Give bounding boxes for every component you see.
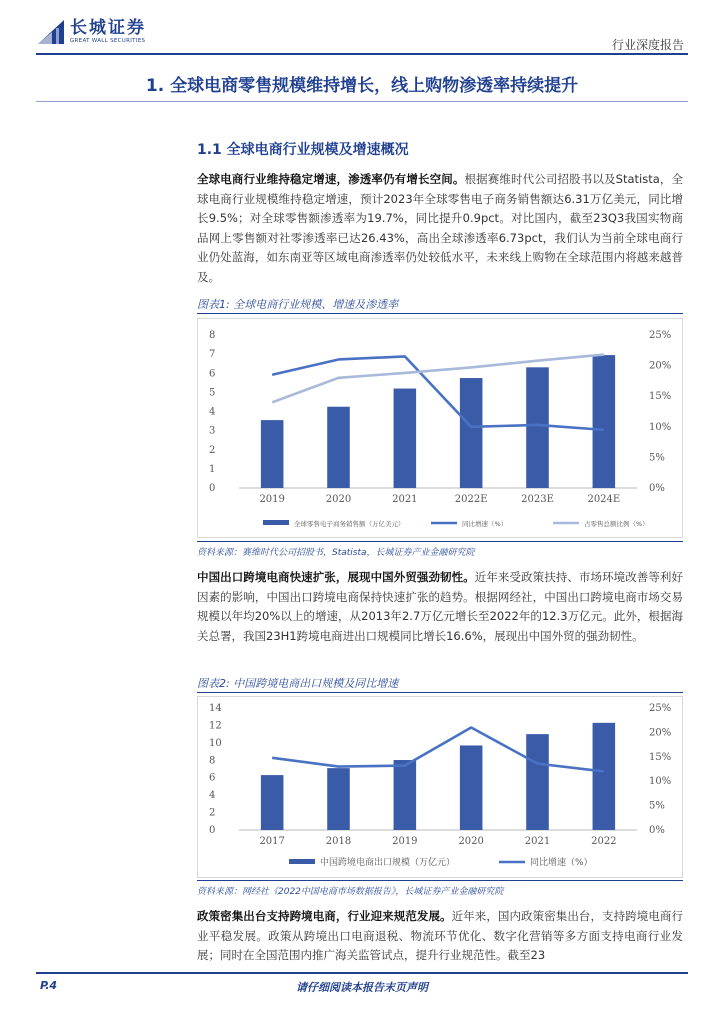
- y-right-tick-label: 25%: [649, 703, 672, 714]
- x-tick-label: 2021: [392, 494, 418, 505]
- footer-divider: [36, 972, 688, 974]
- x-tick-label: 2023E: [521, 494, 554, 505]
- paragraph-cross-border-export: [197, 568, 683, 646]
- y-right-tick-label: 20%: [649, 727, 672, 739]
- y-left-tick-label: 14: [209, 703, 222, 714]
- y-left-tick-label: 4: [209, 406, 216, 418]
- y-left-tick-label: 8: [209, 755, 216, 767]
- section-title: 1. 全球电商零售规模维持增长，线上购物渗透率持续提升: [36, 71, 688, 102]
- chart-bar: [526, 734, 549, 830]
- paragraph-body: 近年来受政策扶持、市场环境改善等利好因素的影响，中国出口跨境电商保持快速扩张的趋势。根据网经社，中国出口跨境电商市场交易规模以年均20%以上的增速，从2013年2.7万亿元增长至2022年的12.3万亿元。此外，根据海关总署，我国23H1跨境电商进出口规模同比增长16.6%，展现出中国外贸的强劲韧性。: [197, 570, 684, 643]
- subsection-title: 1.1 全球电商行业规模及增速概况: [197, 142, 409, 158]
- y-left-tick-label: 1: [209, 463, 216, 475]
- y-left-tick-label: 0: [209, 825, 216, 836]
- legend-label: 占零售总额比例（%）: [584, 520, 649, 528]
- paragraph-body: 近年来，国内政策密集出台，支持跨境电商行业平稳发展。政策从跨境出口电商退税、物流环节优化、数字化营销等多方面支持电商行业发展；同时在全国范围内推广海关监管试点，提升行业规范性。截至23: [197, 909, 683, 962]
- x-tick-label: 2020: [325, 494, 352, 505]
- figure1-bottom-rule: [197, 541, 683, 542]
- x-tick-label: 2019: [392, 836, 418, 847]
- y-right-tick-label: 20%: [649, 360, 672, 372]
- legend-label: 全球零售电子商务销售额（万亿美元）: [294, 520, 405, 528]
- figure1-title: 图表1: 全球电商行业规模、增速及渗透率: [197, 298, 399, 311]
- y-left-tick-label: 4: [209, 790, 216, 802]
- y-right-tick-label: 10%: [649, 776, 672, 788]
- y-right-tick-label: 0%: [649, 825, 665, 836]
- company-logo: [36, 18, 146, 46]
- chart-bar: [460, 378, 483, 488]
- y-left-tick-label: 5: [209, 387, 216, 399]
- y-right-tick-label: 15%: [649, 391, 672, 403]
- figure2-top-rule: [197, 692, 683, 693]
- x-tick-label: 2022: [591, 836, 617, 847]
- y-left-tick-label: 12: [209, 720, 222, 732]
- figure2-bottom-rule: [197, 880, 683, 881]
- x-tick-label: 2020: [458, 836, 484, 847]
- y-right-tick-label: 5%: [649, 452, 665, 464]
- logo-chinese-name: 长城证券: [70, 18, 146, 38]
- y-left-tick-label: 10: [209, 737, 222, 749]
- paragraph-policy-support: [197, 907, 683, 966]
- logo-english-name: GREAT WALL SECURITIES: [70, 38, 146, 44]
- series-line: [272, 356, 604, 429]
- paragraph-lead: 政策密集出台支持跨境电商，行业迎来规范发展。: [197, 909, 452, 923]
- x-tick-label: 2024E: [587, 494, 621, 505]
- x-tick-label: 2021: [524, 836, 551, 847]
- x-tick-label: 2017: [259, 836, 285, 847]
- y-right-tick-label: 5%: [649, 800, 665, 812]
- legend-swatch-bar: [289, 859, 315, 864]
- y-right-tick-label: 10%: [649, 421, 672, 433]
- figure2-source: 资料来源：网经社《2022中国电商市场数据报告》，长城证券产业金融研究院: [197, 887, 504, 897]
- chart-bar: [394, 389, 417, 488]
- y-left-tick-label: 8: [209, 330, 216, 341]
- chart-bar: [327, 407, 350, 488]
- y-left-tick-label: 7: [209, 349, 216, 361]
- x-tick-label: 2019: [259, 494, 285, 505]
- y-left-tick-label: 6: [209, 772, 216, 784]
- figure1-top-rule: [197, 313, 683, 314]
- legend-label: 同比增速（%）: [530, 858, 593, 868]
- page-header: [0, 0, 724, 50]
- y-right-tick-label: 15%: [649, 751, 672, 763]
- figure2-title: 图表2: 中国跨境电商出口规模及同比增速: [197, 677, 399, 690]
- x-tick-label: 2022E: [454, 494, 488, 505]
- footer-disclaimer: 请仔细阅读本报告末页声明: [296, 981, 428, 994]
- y-left-tick-label: 2: [209, 807, 216, 819]
- chart-bar: [593, 355, 616, 488]
- page-number: P.4: [40, 979, 58, 992]
- legend-label: 同比增速（%）: [462, 520, 508, 528]
- chart-bar: [593, 723, 616, 830]
- paragraph-lead: 全球电商行业维持稳定增速，渗透率仍有增长空间。: [197, 172, 465, 186]
- figure1-source: 资料来源：赛维时代公司招股书，Statista，长城证券产业金融研究院: [197, 548, 475, 558]
- paragraph-lead: 中国出口跨境电商快速扩张，展现中国外贸强劲韧性。: [197, 570, 475, 584]
- legend-swatch-bar: [263, 520, 289, 525]
- logo-mark-icon: [36, 18, 66, 46]
- chart-bar: [261, 775, 284, 830]
- y-left-tick-label: 2: [209, 444, 216, 456]
- chart-bar: [394, 760, 417, 830]
- series-line: [272, 728, 604, 772]
- series-line: [272, 355, 604, 403]
- chart-bar: [526, 367, 549, 488]
- x-tick-label: 2018: [325, 836, 352, 847]
- report-type-label: 行业深度报告: [611, 38, 684, 52]
- y-right-tick-label: 0%: [649, 483, 665, 494]
- y-left-tick-label: 0: [209, 483, 216, 494]
- chart-bar: [327, 768, 350, 830]
- figure1-chart: [197, 318, 683, 538]
- legend-label: 中国跨境电商出口规模（万亿元）: [320, 858, 456, 868]
- y-left-tick-label: 3: [209, 425, 216, 437]
- paragraph-global-ecommerce: [197, 170, 683, 287]
- chart-bar: [460, 745, 483, 830]
- header-divider: [36, 53, 688, 55]
- chart-bar: [261, 420, 284, 488]
- y-right-tick-label: 25%: [649, 330, 672, 341]
- paragraph-body: 根据赛维时代公司招股书以及Statista，全球电商行业规模维持稳定增速，预计2023年全球零售电子商务销售额达6.31万亿美元，同比增长9.5%；对全球零售额渗透率为19.7%，同比提升0.9pct。对比国内，截至23Q3我国实物商品网上零售额对社零渗透率已达26.43%，高出全球渗透率6.73pct，我们认为当前全球电商行业仍处蓝海，如东南亚等区域电商渗透率仍处较低水平，未来线上购物在全球范围内将越来越普及。: [197, 172, 684, 284]
- figure2-chart: [197, 696, 683, 878]
- y-left-tick-label: 6: [209, 368, 216, 380]
